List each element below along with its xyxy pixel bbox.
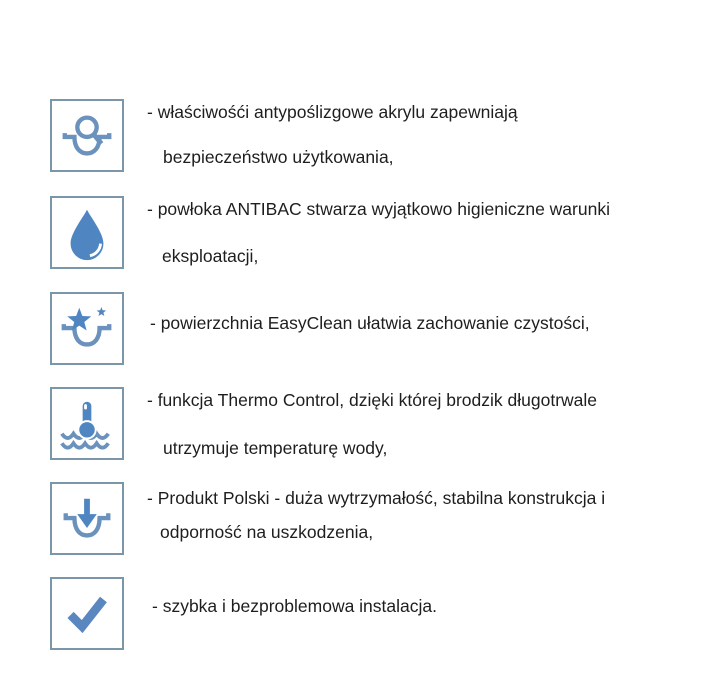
feature-text-line: - właściwośći antypoślizgowe akrylu zapewniają [147, 102, 518, 122]
water-drop-icon [58, 204, 116, 262]
anti-slip-magnifier-icon [58, 107, 116, 165]
feature-text-line: - powierzchnia EasyClean ułatwia zachowanie czystości, [150, 313, 590, 333]
feature-text-line: odporność na uszkodzenia, [160, 522, 374, 542]
durability-arrow-icon [58, 490, 116, 548]
easyclean-icon-box [50, 292, 124, 365]
anti-slip-icon-box [50, 99, 124, 172]
feature-text-line: - szybka i bezproblemowa instalacja. [152, 596, 437, 616]
feature-text-line: - Produkt Polski - duża wytrzymałość, stabilna konstrukcja i [147, 488, 606, 508]
feature-text-line: - funkcja Thermo Control, dzięki której brodzik długotrwale [147, 390, 598, 410]
feature-text-line: eksploatacji, [162, 246, 259, 266]
feature-text-line: utrzymuje temperaturę wody, [163, 438, 388, 458]
checkmark-icon [58, 585, 116, 643]
thermo-icon-box [50, 387, 124, 460]
durability-icon-box [50, 482, 124, 555]
easyclean-star-icon [58, 300, 116, 358]
feature-text-line: bezpieczeństwo użytkowania, [163, 147, 394, 167]
water-drop-icon-box [50, 196, 124, 269]
feature-text-line: - powłoka ANTIBAC stwarza wyjątkowo higieniczne warunki [147, 199, 610, 219]
checkmark-icon-box [50, 577, 124, 650]
thermo-control-icon [58, 395, 116, 453]
